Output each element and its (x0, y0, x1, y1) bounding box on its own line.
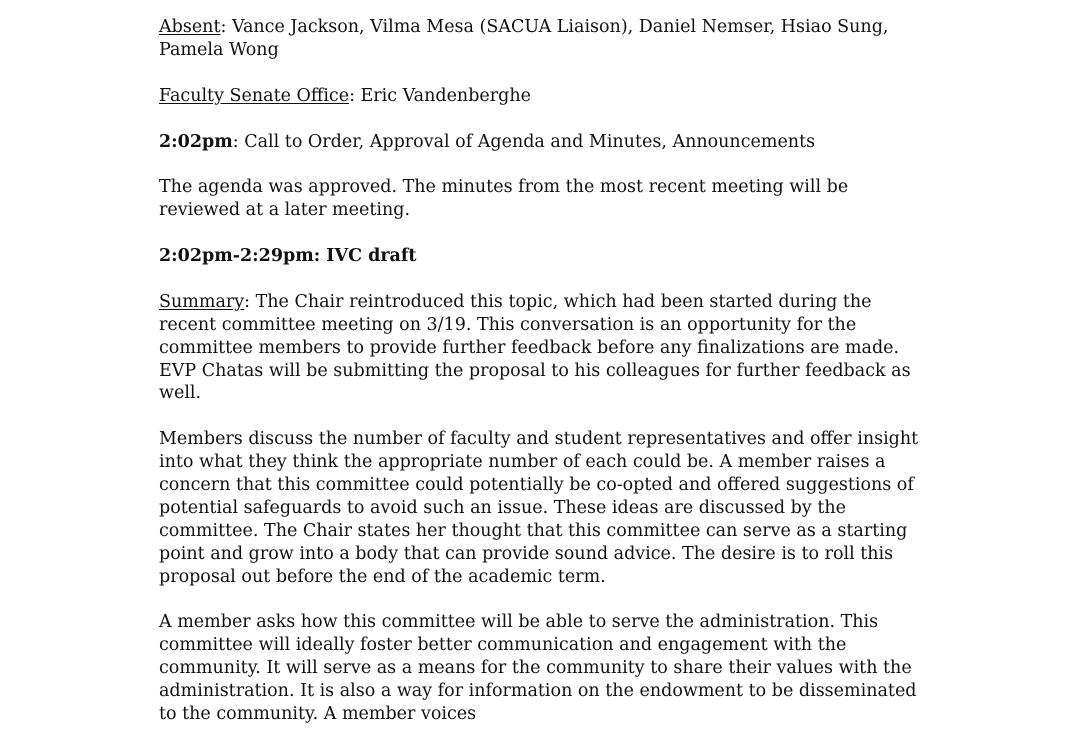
minutes-page (159, 16, 924, 749)
office-names: : Eric Vandenberghe (349, 85, 531, 106)
agenda-item-title: : Call to Order, Approval of Agenda and Minutes, Announcements (232, 131, 816, 152)
summary-label: Summary (159, 291, 245, 312)
discussion-paragraph: A member asks how this committee will be able to serve the administration. This committee will ideally foster better communication and engagement with the community. It will serve as a means for the community to share their values with the administration. It is also a way for information on the endowment to be disseminated to the community. A member voices (159, 612, 917, 725)
absent-label: Absent (159, 17, 221, 37)
agenda-item-call-to-order (159, 131, 924, 154)
summary-paragraph (159, 291, 924, 406)
office-label: Faculty Senate Office (159, 85, 350, 106)
absent-line (159, 16, 924, 62)
summary-text: : The Chair reintroduced this topic, which had been started during the recent committee meeting on 3/19. This conversation is an opportunity for the committee members to provide further feedback before any finalizations are made. EVP Chatas will be submitting the proposal to his colleagues for further feedback as well. (159, 291, 911, 404)
agenda-item-ivc-draft-heading: 2:02pm-2:29pm: IVC draft (159, 246, 417, 266)
discussion-paragraph: Members discuss the number of faculty and student representatives and offer insight into what they think the appropriate number of each could be. A member raises a concern that this committee could potentially be co-opted and offered suggestions of potential safeguards to avoid such an issue. These ideas are discussed by the committee. The Chair states her thought that this committee can serve as a starting point and grow into a body that can provide sound advice. The desire is to roll this proposal out before the end of the academic term. (159, 429, 919, 587)
agenda-item-time: 2:02pm (159, 131, 233, 152)
agenda-approval-paragraph: The agenda was approved. The minutes from the most recent meeting will be reviewed at a later meeting. (159, 177, 849, 221)
absent-names: : Vance Jackson, Vilma Mesa (SACUA Liaison), Daniel Nemser, Hsiao Sung, Pamela Wong (159, 17, 889, 60)
office-line (159, 85, 924, 108)
